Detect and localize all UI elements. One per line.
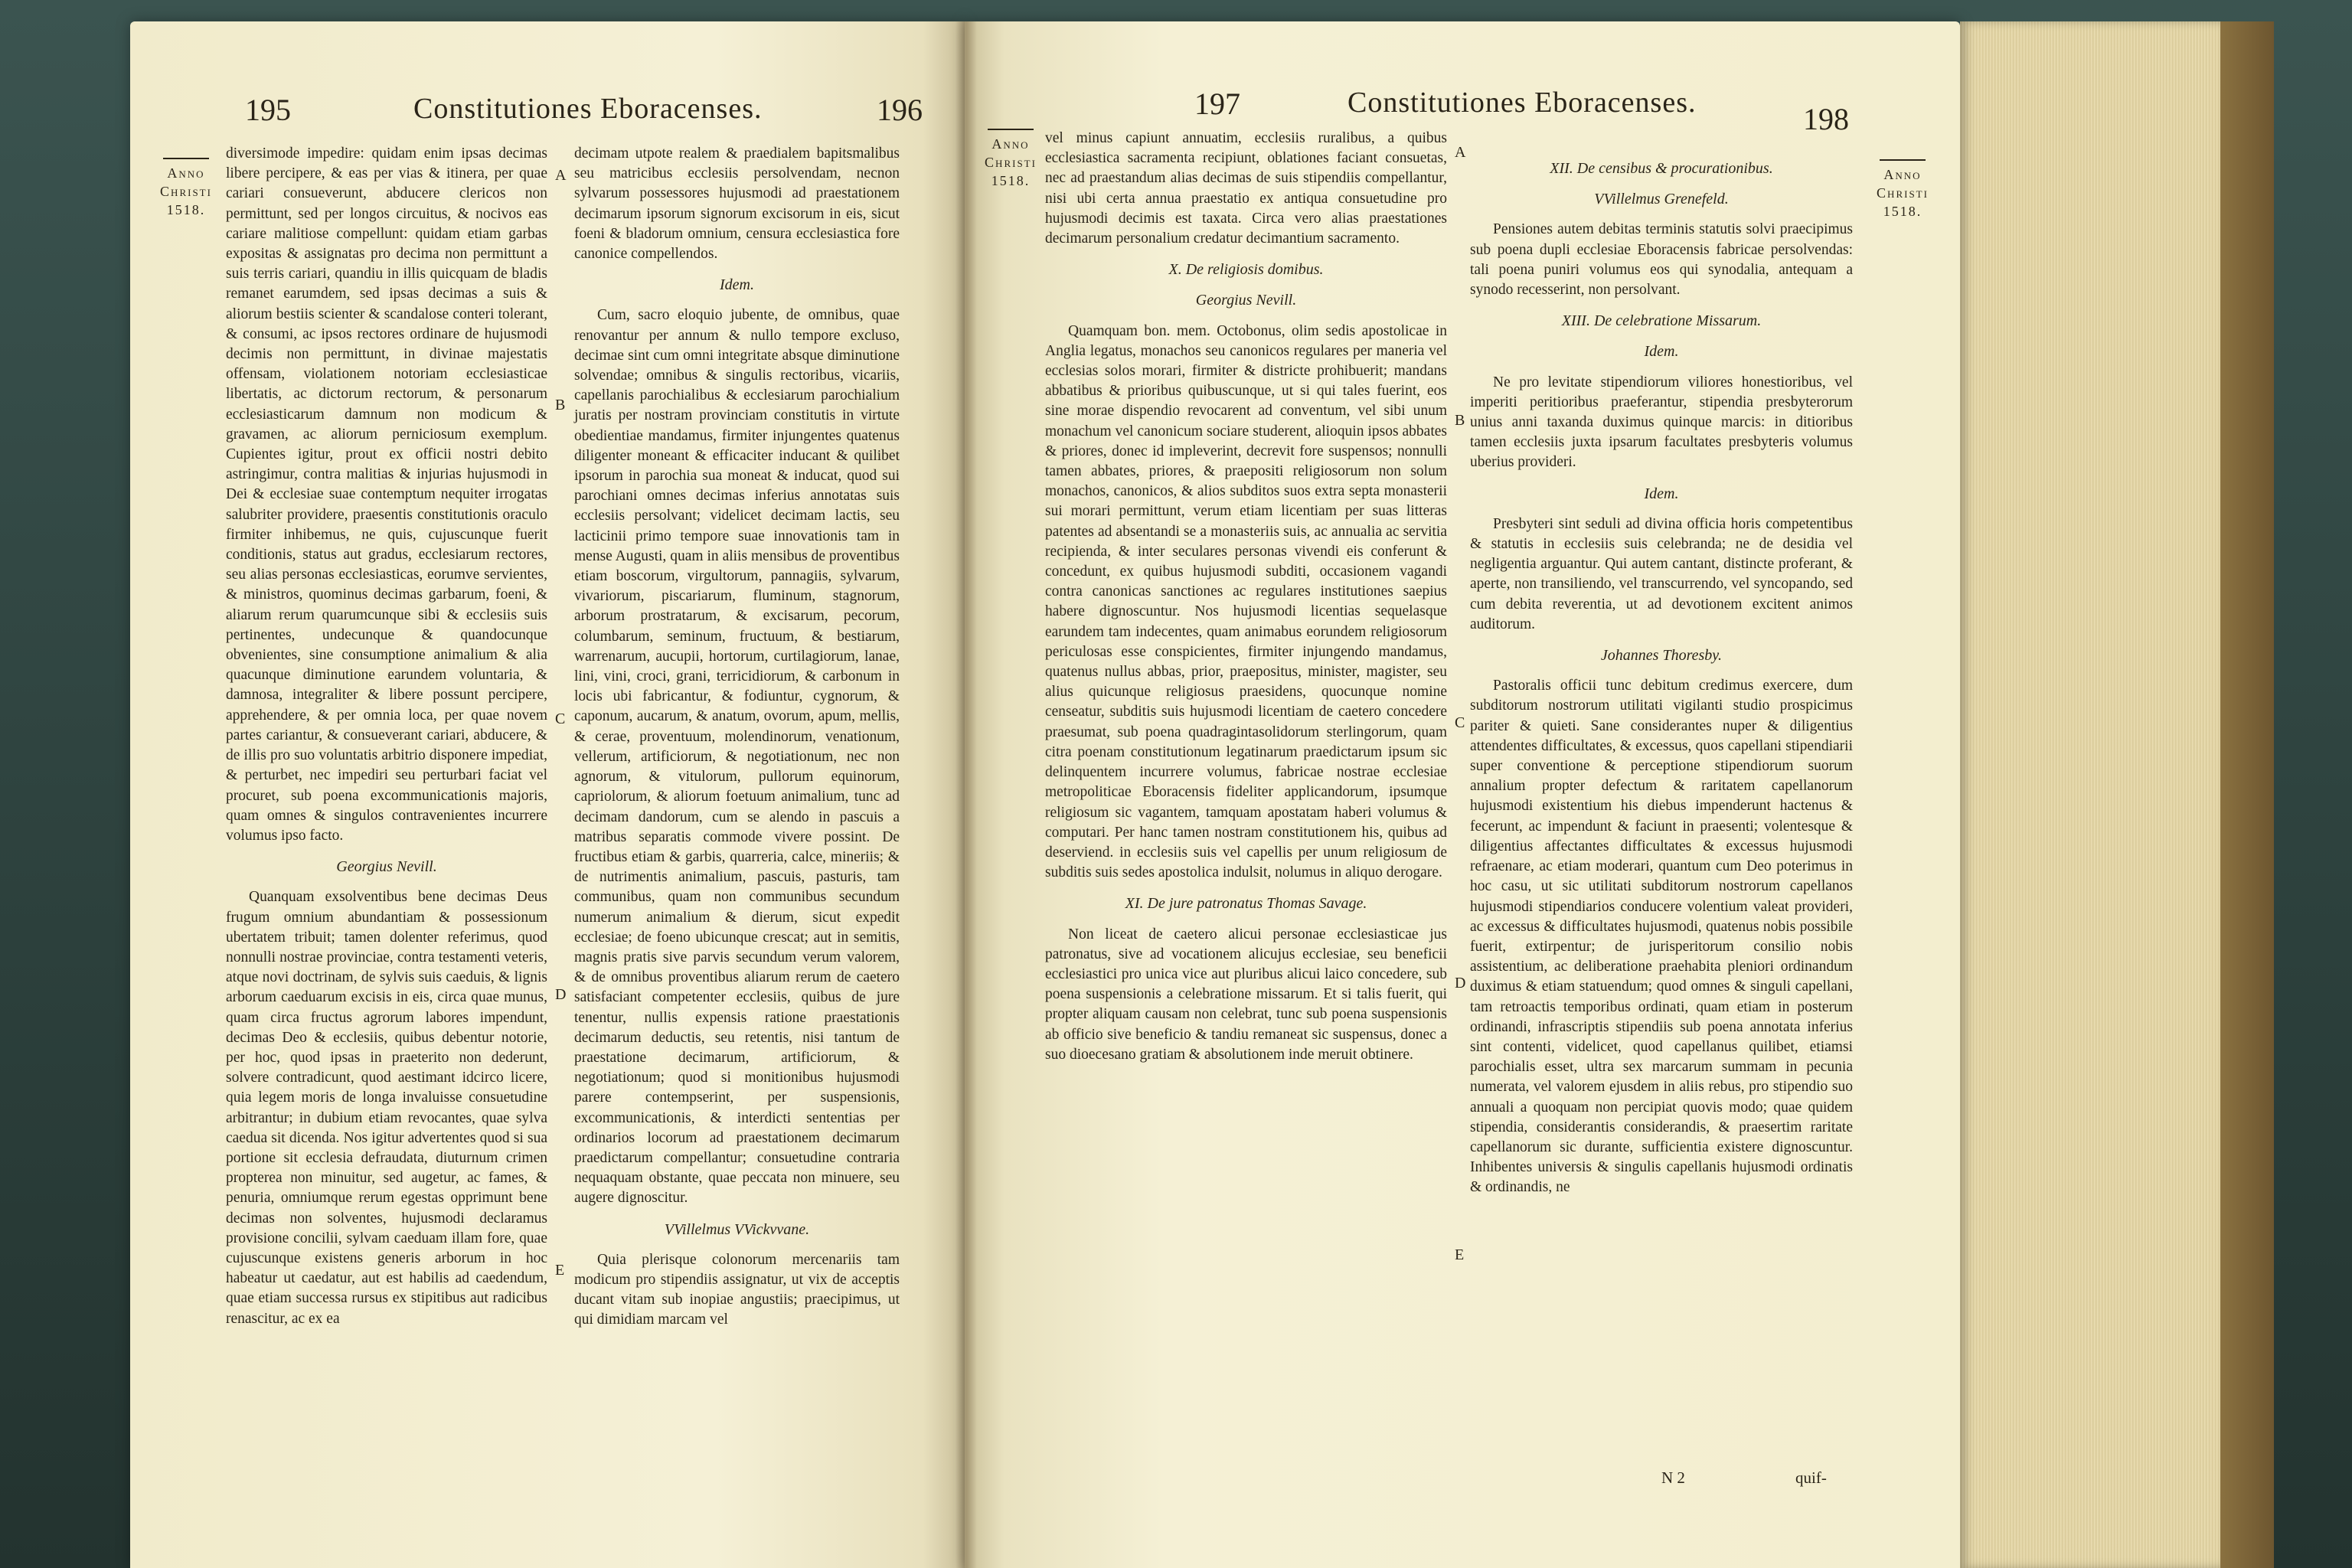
signature-mark: N 2 bbox=[1661, 1468, 1685, 1487]
left-page bbox=[130, 21, 965, 1568]
section-subheading: Georgius Nevill. bbox=[1195, 292, 1297, 309]
section-heading: Idem. bbox=[720, 276, 754, 294]
section-letter-e: E bbox=[1455, 1246, 1465, 1263]
section-heading: XI. De jure patronatus Thomas Savage. bbox=[1125, 895, 1367, 913]
section-letter-d: D bbox=[555, 986, 567, 1003]
section-letter-a: A bbox=[1455, 144, 1466, 161]
section-heading: XIII. De celebratione Missarum. bbox=[1561, 312, 1762, 330]
paragraph: Ne pro levitate stipendiorum viliores honestioribus, vel imperiti peritioribus praeferantur, stipendia presbyterorum unius anni taxanda duximus quinque marcis: in ditioribus tamen ecclesiis juxta ipsarum facultates presbyteris volumus uberius provideri. bbox=[1470, 374, 1853, 471]
paragraph: Pensiones autem debitas terminis statutis solvi praecipimus sub poena dupli ecclesiae Eboracensis fabricae persolvendas: tali poena puniri volumus eos qui synodalia, antequam a synodo recesserint, non persolvant. bbox=[1470, 221, 1853, 299]
margin-note-outer: Anno Christi 1518. bbox=[1868, 159, 1937, 220]
paragraph: Quanquam exsolventibus bene decimas Deus frugum omnium abundantiam & possessionum ubertatem tribuit; tamen dolenter referimus, quod nonnulli nostrae provinciae, contra testamenti veteris, atque novi doctrinam, de sylvis suis caeduis, & lignis arborum caeduarum excisis in eis, circa quae munus, quam circa fructus agrorum labores impendunt, decimas Deo & ecclesiis, quibus debentur notorie, per hoc, quod ipsas in praeterito non dederunt, solvere contradicunt, quod aestimant idcirco licere, quia legem moris de longa invaluisse consuetudine arbitrantur; in dubium etiam revocantes, quae sylva caedua sit dicenda. Nos igitur advertentes quod si sua portione sit ecclesia defraudata, diuturnum crimen propterea non minuitur, sed augetur, ac fames, & penuria, omniumque rerum egestas opprimunt bene decimas non solventes, hujusmodi declaramus provisione concilii, sylvam caeduam illam fore, quae cujuscunque existens generis arborum in hoc habeatur ut caedatur, aut est habilis ad caedendum, quae etiam successa rursus ex stipitibus aut radicibus renascitur, ac ex ea bbox=[226, 889, 547, 1327]
section-heading: XII. De censibus & procurationibus. bbox=[1550, 160, 1773, 177]
open-book bbox=[130, 21, 2274, 1568]
section-heading: Georgius Nevill. bbox=[336, 858, 437, 876]
paragraph: vel minus capiunt annuatim, ecclesiis ruralibus, a quibus ecclesiastica sacramenta recipiunt, oblationes faciant consuetas, nec ad praestandum alias decimas de suis stipendiis compellantur, nisi ubi certa annua praestatio ex antiqua consuetudine pro hujusmodi decimis est taxata. Circa vero alias praestationes decimarum personalium credatur decimantium sacramento. bbox=[1045, 130, 1447, 247]
section-letter-b: B bbox=[1455, 412, 1465, 429]
page-number-197: 197 bbox=[1194, 87, 1240, 121]
paragraph: Pastoralis officii tunc debitum credimus exercere, dum subditorum nostrorum utilitati vigilanti studio prospicimus pariter & quieti. Sane considerantes nuper & diligentius attendentes difficultates, & excessus, quos capellani stipendiarii super conventione & perceptione stipendiorum suorum annalium propter defectum & raritatem capellanorum hujusmodi existentium his diebus impenderunt hactenus & fecerunt, ac impendunt & faciunt in praesenti; volentesque & diligentius affectantes difficultates & excessus hujusmodi refraenare, ac etiam moderari, quantum cum Deo poterimus in hoc casu, ut sic utilitati subditorum nostrorum capellanos hujusmodi stipendiarios conducere volentium valeat provideri, ac excessus & difficultates hujusmodi, quatenus nobis possibile fuerit, extirpentur; de jurisperitorum consilio nobis assistentium, ac deliberatione praehabita pleniori ordinandum duximus & etiam statuendum; quod omnes & singuli capellani, tam retroactis temporibus ordinati, quam etiam in posterum ordinandi, infrascriptis stipendiis sub poena annotata inferius sint contenti, videlicet, quod capellanus quilibet, etiamsi parochialis esset, ultra sex marcarum summam in pecunia numerata, vel valorem ejusdem in aliis rebus, pro stipendio suo annuali a quoquam non percipiat quovis modo; quae quidem stipendia, considerantis considerandis, & praesertim raritate capellanorum sic durante, sufficientia existere dignoscuntur. Inhibentes universis & singulis capellanis hujusmodi ordinatis & ordinandis, ne bbox=[1470, 678, 1853, 1196]
section-letter-d: D bbox=[1455, 975, 1466, 991]
book-gutter bbox=[956, 21, 977, 1568]
paragraph: diversimode impedire: quidam enim ipsas decimas libere percipere, & eas per vias & itinera, per quae cariari consueverunt, abducere clericos non permittunt, sed per longos circuitus, & nocivos eas cariare malitiose compellunt: quidam etiam garbas expositas & assignatas pro decima non permittunt a suis terris cariari, quandiu in illis quicquam de bladis remanet earumdem, sed ipsas decimas a suis & aliorum bestiis scienter & scandalose conteri tolerant, & consumi, ac ipsos rectores ordinare de hujusmodi decimis non permittunt, in divinae majestatis offensam, violationem notoriam ecclesiasticae libertatis, ac dictorum rectorum, & personarum ecclesiasticarum damnum non modicum & gravamen, ac aliorum perniciosum exemplum. Cupientes igitur, prout ex officii nostri debito astringimur, contra malitias & injurias hujusmodi in Dei & ecclesiae suae contemptum nequiter irrogatas salubriter providere, praesentis constitutionis oraculo firmiter inhibemus, ne quis, cujuscunque fuerit conditionis, status aut gradus, ecclesiarum rectores, seu alias personas ecclesiasticas, eorumve servientes, & ministros, quominus decimas garbarum, foeni, & aliarum rerum quarumcunque sibi & ecclesiis suis pertinentes, undecunque & quandocunque obvenientes, sine consumptione animalium & alia quacunque diminutione earundem voluntaria, & damnosa, integraliter & libere possunt percipere, apprehendere, & per omnia loca, per quae novem partes cariantur, & consueverant cariari, abducere, & de illis pro suo voluntatis arbitrio disponere impediat, & perturbet, nec impediri seu perturbari faciat vel procuret, sub poena excommunicationis majoris, quam omnes & singulos contravenientes incurrere volumus ipso facto. bbox=[226, 145, 547, 844]
running-head-right: Constitutiones Eboracenses. bbox=[1348, 87, 1697, 119]
paragraph: Quamquam bon. mem. Octobonus, olim sedis apostolicae in Anglia legatus, monachos seu canonicos regulares per maneria vel ecclesias solos morari, firmiter & districte prohibuerit; mandans abbatibus & prioribus quibuscunque, ut si qui tales fuerint, eos sine morae dispendio revocarent ad conventum, vel sibi unum monachum vel canonicum sociare studerent, alioquin ipsos abbates & priores, donec id impleverint, decrevit fore suspensos; nonnulli tamen abbates, priores, & praepositi religiosorum non solum monachos, canonicos, & alios subditos suos extra septa monasterii sui morari permittunt, verum etiam licentiam per suas litteras patentes ad absentandi se a monasteriis suis, ac annualia ac servitia recipienda, & inter seculares personas vivendi eis conferunt & concedunt, ex quibus hujusmodi subditi, occasionem vagandi contra canonicas sanctiones ac regulares institutiones saepius habere dignoscuntur. Nos hujusmodi licentias sequelasque earundem tam indecentes, quam animabus eorundem religiosorum periculosas esse conspicientes, firmiter injungendo mandamus, quatenus nullus abbas, prior, praepositus, minister, magister, seu alius quicunque religiosus praesidens, quocunque nomine censeatur, subditis suis hujusmodi licentiam de caetero concedere praesumat, sub poena quadragintasolidorum sterlingorum, quam citra poenam constitutionum legatinarum praedictarum ipsum sic delinquentem incurrere volumus, fabricae nostrae ecclesiae metropoliticae Eboracensis fideliter applicandorum, ipsumque religiosum sic vagantem, tamquam apostatam haberi volumus & computari. Per hanc tamen nostram constitutionem his, quibus ad deserviend. in ecclesiis suis vel capellis per unum religiosum de subditis suis sedes apostolica indulsit, nolumus in aliquo derogare. bbox=[1045, 322, 1447, 881]
section-letter-c: C bbox=[1455, 714, 1465, 731]
book-cover-edge bbox=[2220, 21, 2274, 1568]
paragraph: Non liceat de caetero alicui personae ecclesiasticae jus patronatus, sive ad vocationem alicujus ecclesiae, seu beneficii ecclesiastici pro unica vice aut pluribus alicui laico concedere, sub poena suspensionis a celebratione missarum. Et si talis fuerit, qui propter aliquam causam non celebrat, tunc sub poena suspensionis ab officio sive beneficio & tandiu remaneat sic suspensus, donec a suo dioecesano gratiam & absolutionem inde meruit obtinere. bbox=[1045, 926, 1447, 1063]
section-letter-e: E bbox=[555, 1262, 565, 1279]
section-letter-c: C bbox=[555, 710, 566, 727]
section-heading: X. De religiosis domibus. bbox=[1168, 261, 1324, 279]
page-edges bbox=[1960, 21, 2220, 1568]
margin-note-inner: Anno Christi 1518. bbox=[980, 129, 1041, 190]
column-1 bbox=[226, 144, 547, 1329]
section-letter-a: A bbox=[555, 167, 567, 184]
paragraph: decimam utpote realem & praedialem bapitsmalibus seu matricibus ecclesiis persolvendam, necnon sylvarum possessores hujusmodi ad praestationem decimarum ipsorum signorum excisorum in eis, sicut foeni & bladorum omnium, censura ecclesiastica fore canonice compellendos. bbox=[574, 145, 900, 263]
section-heading: VVillelmus VVickvvane. bbox=[664, 1220, 810, 1238]
right-page bbox=[965, 21, 1960, 1568]
section-subheading: VVillelmus Grenefeld. bbox=[1594, 191, 1729, 208]
paragraph: Cum, sacro eloquio jubente, de omnibus, quae renovantur per annum & nullo tempore excluso, decimae sint cum omni integritate absque diminutione solvendae; omnibus & singulis rectoribus, vicariis, capellanis parochialibus & ecclesiarum parochialium juratis per nostram provinciam constitutis in virtute obedientiae mandamus, firmiter injungentes quatenus diligenter moneant & efficaciter inducant & quilibet ipsorum in parochia sua moneat & inducat, quod sui parochiani omnes decimas inferius annotatas suis ecclesiis persolvant; videlicet decimam lactis, seu lacticinii primo tempore suae innovationis tam in mense Augusti, quam in aliis mensibus de proventibus etiam boscorum, virgultorum, pannagiis, sylvarum, vivariorum, piscariarum, fluminum, stagnorum, arborum prostratarum, & excisarum, pecorum, columbarum, seminum, fructuum, & bestiarum, warrenarum, aucupii, hortorum, curtilagiorum, lanae, lini, vini, croci, grani, terricidiorum, & carbonum in locis ubi fabricantur, & fodiuntur, cygnorum, & caponum, aucarum, & anatum, ovorum, apum, mellis, & cerae, proventuum, molendinorum, venationum, vellerum, artificiorum, & negotiationum, nec non agnorum, & vitulorum, pullorum equinorum, capriolorum, & aliorum foetuum animalium, tunc ad decimam dandorum, cum se alendo in pascuis a matribus separatis commode vivere possint. De fructibus etiam & garbis, quarreria, calce, mineriis; & de nutrimentis animalium, pascuis, pasturis, tam communibus, quam non communibus secundum numerum animalium & dierum, sicut expedit ecclesiae; de foeno ubicunque crescat; aut in semitis, magnis pratis sive parvis secundum verum valorem, & de omnibus proventibus aliarum rerum de caetero satisfaciant competenter ecclesiis, quibus de jure tenentur, nullis expensis ratione praestationis decimarum deductis, seu retentis, nisi tantum de praestatione decimarum, artificiorum, & negotiationum; quod si monitionibus hujusmodi parere contempserint, per suspensionis, excommunicationis, & interdicti sententias per ordinarios locorum ad praestationem decimarum praedictarum compellantur; consuetudine contraria nequaquam obstante, quae peccata non minuere, seu augere dignoscitur. bbox=[574, 307, 900, 1207]
section-heading: Idem. bbox=[1644, 485, 1679, 502]
page-number-195: 195 bbox=[245, 93, 291, 127]
column-4 bbox=[1470, 148, 1853, 1198]
column-2 bbox=[574, 144, 900, 1331]
page-number-198: 198 bbox=[1803, 102, 1849, 136]
catchword: quif- bbox=[1795, 1468, 1827, 1487]
margin-note-left: Anno Christi 1518. bbox=[152, 158, 220, 219]
section-letter-b: B bbox=[555, 397, 566, 413]
section-heading: Johannes Thoresby. bbox=[1600, 647, 1723, 665]
column-3 bbox=[1045, 129, 1447, 1065]
running-head-left: Constitutiones Eboracenses. bbox=[413, 93, 763, 125]
paragraph: Quia plerisque colonorum mercenariis tam modicum pro stipendiis assignatur, ut vix de acceptis ducant vitam sub inopiae angustiis; praecipimus, ut qui dimidiam marcam vel bbox=[574, 1251, 900, 1328]
section-subheading: Idem. bbox=[1644, 343, 1679, 361]
page-number-196: 196 bbox=[877, 93, 923, 127]
paragraph: Presbyteri sint seduli ad divina officia horis competentibus & statutis in ecclesiis suis celebranda; ne de desidia vel negligentia arguantur. Qui autem cantant, distincte proferant, & aperte, non transiliendo, vel transcurrendo, vel syncopando, sed cum debita reverentia, ut ad devotionem excitent animos auditorum. bbox=[1470, 515, 1853, 632]
